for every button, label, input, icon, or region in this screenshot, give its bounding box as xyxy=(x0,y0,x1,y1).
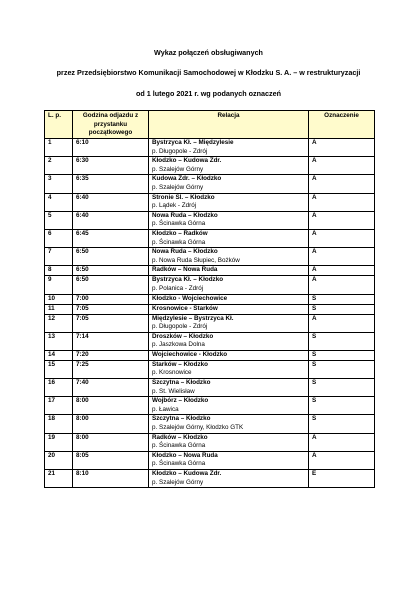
cell-route xyxy=(149,211,309,229)
cell-departure-time: 7:14 xyxy=(73,332,149,350)
route-via: p. Ścinawka Górna xyxy=(152,460,206,468)
cell-lp: 1 xyxy=(45,139,73,157)
cell-route xyxy=(149,139,309,157)
cell-route xyxy=(149,397,309,415)
cell-departure-time: 8:10 xyxy=(73,470,149,488)
cell-route xyxy=(149,248,309,266)
cell-departure-time: 6:35 xyxy=(73,175,149,193)
cell-lp: 16 xyxy=(45,379,73,397)
route-name: Szczytna – Kłodzko xyxy=(152,379,211,387)
cell-route xyxy=(149,314,309,332)
route-name: Stronie Śl. – Kłodzko xyxy=(152,193,215,201)
cell-mark: A xyxy=(309,139,375,157)
cell-departure-time: 7:20 xyxy=(73,350,149,360)
cell-mark: E xyxy=(309,470,375,488)
route-name: Międzylesie – Bystrzyca Kł. xyxy=(152,314,234,322)
column-header-mark: Oznaczenie xyxy=(309,111,375,139)
cell-departure-time: 7:25 xyxy=(73,360,149,378)
route-name: Kudowa Zdr. – Kłodzko xyxy=(152,175,222,183)
cell-departure-time: 8:00 xyxy=(73,397,149,415)
table-row xyxy=(45,193,375,211)
route-via: p. Ścinawka Górna xyxy=(152,442,206,450)
cell-mark: A xyxy=(309,248,375,266)
table-row xyxy=(45,304,375,314)
table-row xyxy=(45,314,375,332)
route-via: p. Długopole - Zdrój xyxy=(152,323,208,331)
table-row xyxy=(45,350,375,360)
cell-lp: 6 xyxy=(45,229,73,247)
cell-departure-time: 8:00 xyxy=(73,415,149,433)
cell-departure-time: 8:00 xyxy=(73,433,149,451)
route-name: Nowa Ruda – Kłodzko xyxy=(152,248,218,256)
cell-mark: S xyxy=(309,294,375,304)
cell-departure-time: 7:05 xyxy=(73,314,149,332)
cell-mark: A xyxy=(309,276,375,294)
cell-route xyxy=(149,193,309,211)
cell-route xyxy=(149,157,309,175)
document-date-line: od 1 lutego 2021 r. wg podanych oznaczeń xyxy=(136,89,281,98)
route-name: Nowa Ruda – Kłodzko xyxy=(152,211,218,219)
cell-route xyxy=(149,350,309,360)
table-row xyxy=(45,451,375,469)
route-via: p. Długopole - Zdrój xyxy=(152,147,208,155)
cell-route xyxy=(149,415,309,433)
cell-route xyxy=(149,433,309,451)
column-header-route: Relacja xyxy=(149,111,309,139)
cell-lp: 20 xyxy=(45,451,73,469)
cell-route xyxy=(149,266,309,276)
cell-mark: A xyxy=(309,175,375,193)
cell-lp: 19 xyxy=(45,433,73,451)
cell-mark: A xyxy=(309,266,375,276)
route-name: Szczytna – Kłodzko xyxy=(152,415,211,423)
cell-route xyxy=(149,294,309,304)
column-header-lp: L. p. xyxy=(45,111,73,139)
cell-lp: 21 xyxy=(45,470,73,488)
cell-departure-time: 6:50 xyxy=(73,266,149,276)
cell-departure-time: 6:50 xyxy=(73,276,149,294)
schedule-table xyxy=(44,110,375,488)
route-name: Krosnowice - Starków xyxy=(152,304,218,312)
cell-lp: 11 xyxy=(45,304,73,314)
cell-lp: 7 xyxy=(45,248,73,266)
cell-departure-time: 8:05 xyxy=(73,451,149,469)
cell-departure-time: 7:40 xyxy=(73,379,149,397)
route-via: p. Polanica - Zdrój xyxy=(152,284,204,292)
cell-mark: S xyxy=(309,415,375,433)
route-via: p. Krosnowice xyxy=(152,369,192,377)
cell-mark: A xyxy=(309,229,375,247)
cell-route xyxy=(149,451,309,469)
route-via: p. Ścinawka Górna xyxy=(152,238,206,246)
cell-mark: S xyxy=(309,397,375,415)
table-row xyxy=(45,433,375,451)
route-name: Kłodzko – Kudowa Zdr. xyxy=(152,470,222,477)
cell-mark: S xyxy=(309,304,375,314)
route-via: p. Szalejów Górny, Kłodzko GTK xyxy=(152,424,244,432)
cell-lp: 3 xyxy=(45,175,73,193)
table-row xyxy=(45,379,375,397)
cell-lp: 18 xyxy=(45,415,73,433)
table-header-row xyxy=(45,111,375,139)
cell-mark: A xyxy=(309,451,375,469)
route-name: Kłodzko – Nowa Ruda xyxy=(152,451,218,459)
table-row xyxy=(45,248,375,266)
cell-route xyxy=(149,229,309,247)
route-via: p. Ścinawka Górna xyxy=(152,220,206,228)
cell-mark: S xyxy=(309,332,375,350)
document-title: Wykaz połączeń obsługiwanych xyxy=(154,48,263,57)
cell-departure-time: 6:30 xyxy=(73,157,149,175)
cell-lp: 4 xyxy=(45,193,73,211)
route-name: Bystrzyca Kł. – Międzylesie xyxy=(152,139,234,146)
cell-route xyxy=(149,470,309,488)
cell-departure-time: 6:10 xyxy=(73,139,149,157)
cell-mark: S xyxy=(309,350,375,360)
route-via: p. Nowa Ruda Słupiec, Bożków xyxy=(152,256,240,264)
cell-lp: 15 xyxy=(45,360,73,378)
route-name: Starków – Kłodzko xyxy=(152,360,208,368)
table-row xyxy=(45,332,375,350)
cell-departure-time: 6:50 xyxy=(73,248,149,266)
route-name: Bystrzyca Kł. – Kłodzko xyxy=(152,276,224,284)
route-via: p. Szalejów Górny xyxy=(152,183,204,191)
table-row xyxy=(45,211,375,229)
table-row xyxy=(45,229,375,247)
cell-mark: A xyxy=(309,211,375,229)
route-name: Wojbórz – Kłodzko xyxy=(152,397,209,405)
cell-departure-time: 6:40 xyxy=(73,211,149,229)
document-subtitle: przez Przedsiębiorstwo Komunikacji Samochodowej w Kłodzku S. A. – w restrukturyzacji xyxy=(56,68,361,77)
cell-lp: 14 xyxy=(45,350,73,360)
route-name: Droszków – Kłodzko xyxy=(152,332,214,340)
cell-lp: 10 xyxy=(45,294,73,304)
route-via: p. Jaszkowa Dolna xyxy=(152,341,205,349)
route-via: p. Ławica xyxy=(152,405,179,413)
cell-lp: 2 xyxy=(45,157,73,175)
cell-route xyxy=(149,360,309,378)
route-via: p. St. Wielisław xyxy=(152,387,195,395)
table-row xyxy=(45,294,375,304)
table-row xyxy=(45,415,375,433)
cell-lp: 5 xyxy=(45,211,73,229)
cell-lp: 12 xyxy=(45,314,73,332)
route-name: Radków – Nowa Ruda xyxy=(152,266,218,274)
route-via: p. Szalejów Górny xyxy=(152,478,204,486)
cell-mark: A xyxy=(309,314,375,332)
cell-lp: 9 xyxy=(45,276,73,294)
route-name: Radków – Kłodzko xyxy=(152,433,208,441)
route-name: Kłodzko – Radków xyxy=(152,229,208,237)
route-name: Kłodzko - Wojciechowice xyxy=(152,294,228,302)
table-row xyxy=(45,470,375,488)
route-name: Wojciechowice - Kłodzko xyxy=(152,350,228,358)
column-header-departure-time: Godzina odjazdu z przystanku początkowego xyxy=(73,111,149,139)
cell-mark: S xyxy=(309,379,375,397)
cell-route xyxy=(149,332,309,350)
table-row xyxy=(45,157,375,175)
table-row xyxy=(45,175,375,193)
cell-mark: A xyxy=(309,157,375,175)
table-row xyxy=(45,139,375,157)
route-name: Kłodzko – Kudowa Zdr. xyxy=(152,157,222,165)
table-row xyxy=(45,266,375,276)
cell-route xyxy=(149,175,309,193)
route-via: p. Lądek - Zdrój xyxy=(152,202,197,210)
cell-route xyxy=(149,379,309,397)
table-row xyxy=(45,397,375,415)
cell-departure-time: 7:00 xyxy=(73,294,149,304)
cell-lp: 17 xyxy=(45,397,73,415)
cell-route xyxy=(149,304,309,314)
cell-mark: A xyxy=(309,433,375,451)
table-row xyxy=(45,360,375,378)
cell-departure-time: 6:45 xyxy=(73,229,149,247)
cell-departure-time: 7:05 xyxy=(73,304,149,314)
table-row xyxy=(45,276,375,294)
route-via: p. Szalejów Górny xyxy=(152,165,204,173)
cell-departure-time: 6:40 xyxy=(73,193,149,211)
cell-mark: A xyxy=(309,193,375,211)
cell-route xyxy=(149,276,309,294)
cell-lp: 8 xyxy=(45,266,73,276)
cell-mark: S xyxy=(309,360,375,378)
cell-lp: 13 xyxy=(45,332,73,350)
